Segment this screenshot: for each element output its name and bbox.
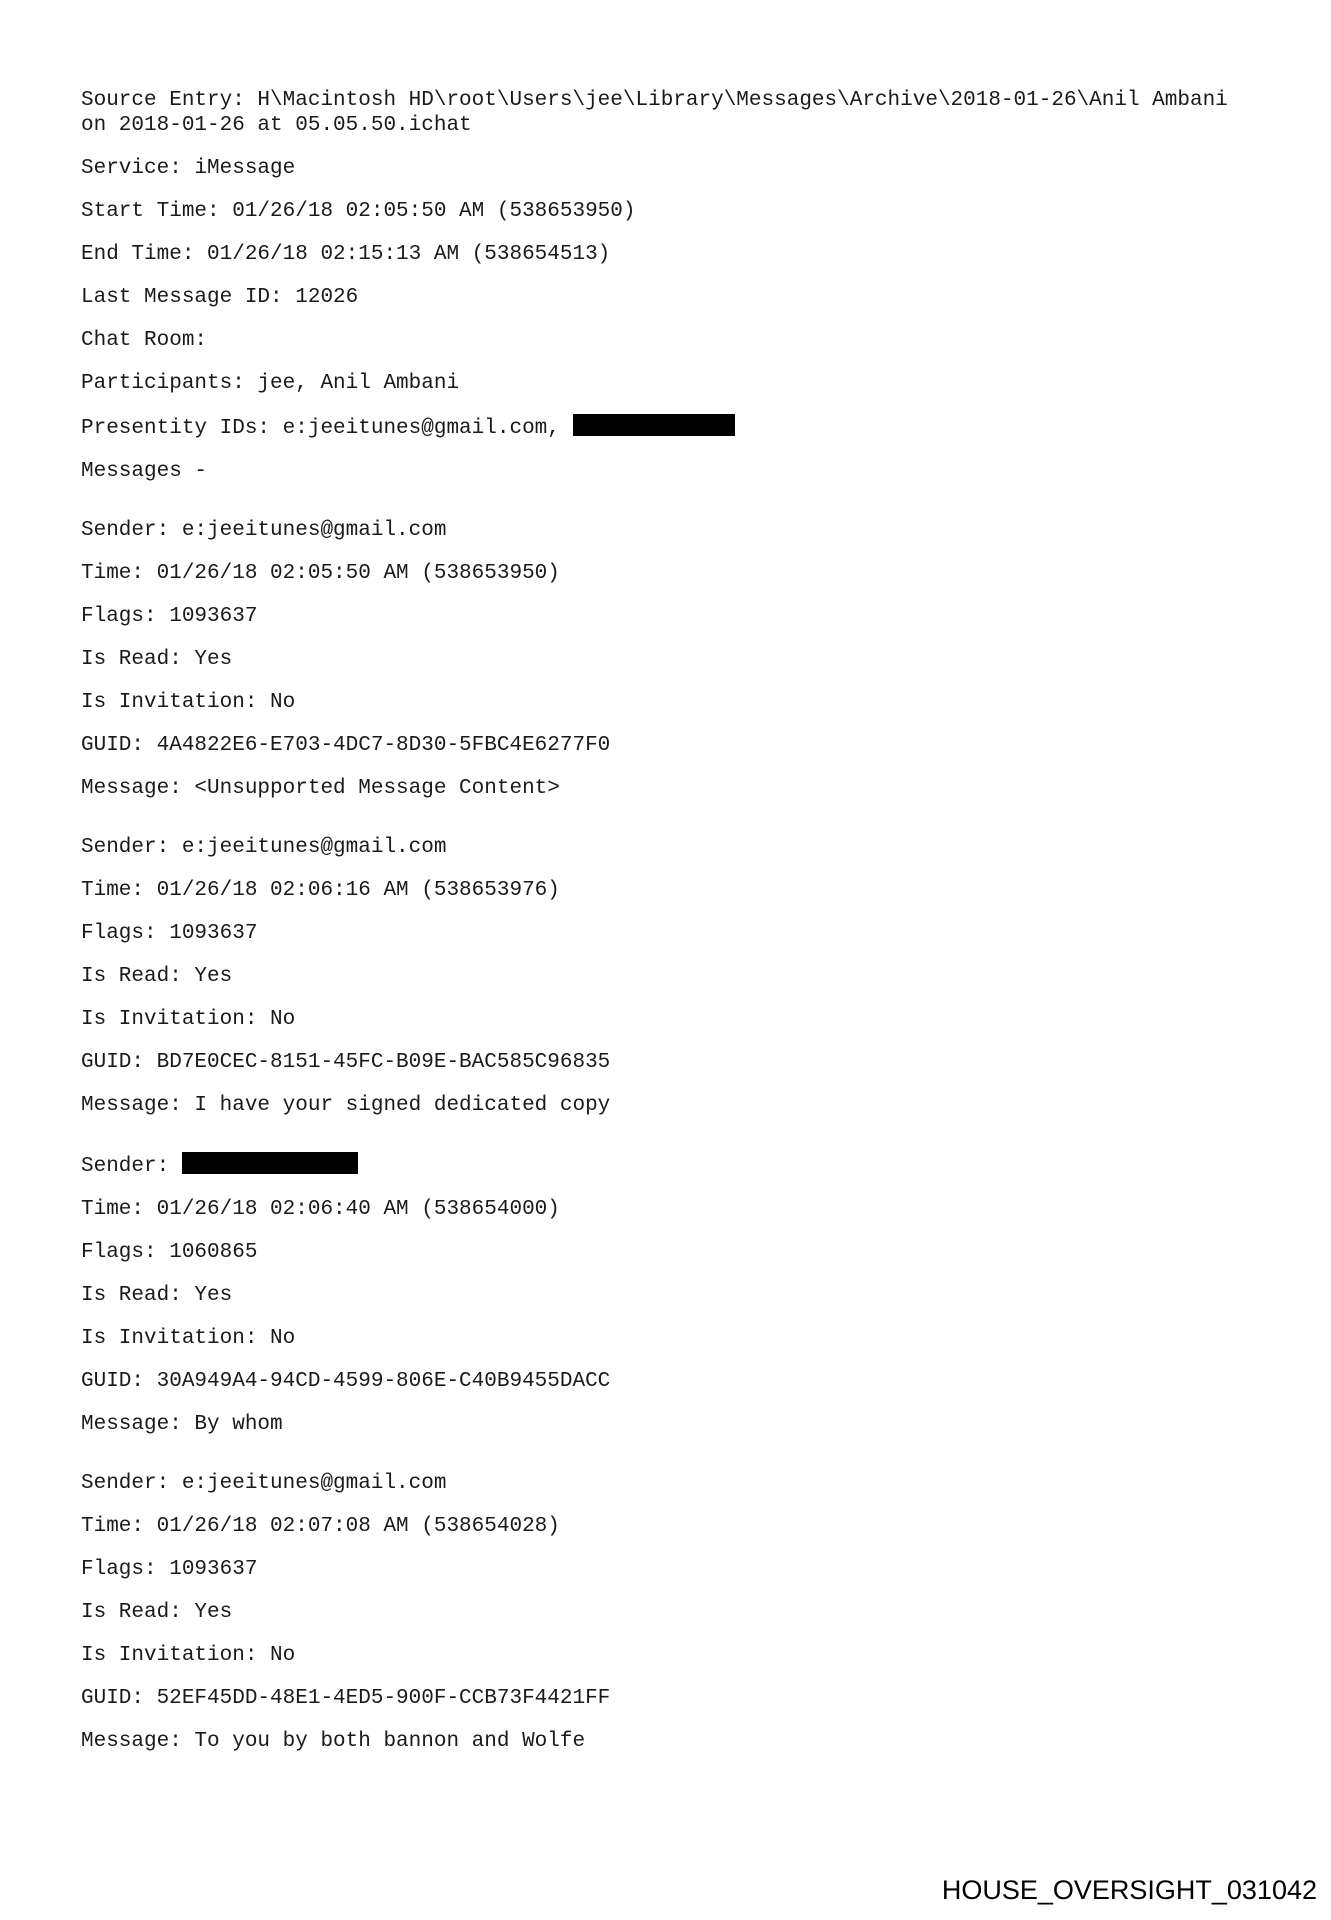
document-page <box>81 88 1281 1772</box>
message-guid: GUID: 30A949A4-94CD-4599-806E-C40B9455DACC <box>81 1370 611 1393</box>
source-entry: Source Entry: H\Macintosh HD\root\Users\jee\Library\Messages\Archive\2018-01-26\Anil Ambani on 2018-01-26 at 05.05.50.ichat <box>81 89 1241 137</box>
chat-room-line: Chat Room: <box>81 329 208 352</box>
start-time-line: Start Time: 01/26/18 02:05:50 AM (538653950) <box>81 200 636 223</box>
last-message-id-line: Last Message ID: 12026 <box>81 286 359 309</box>
message-record <box>81 518 1281 801</box>
message-is-read: Is Read: Yes <box>81 1601 233 1624</box>
message-record <box>81 1152 1281 1437</box>
message-time: Time: 01/26/18 02:07:08 AM (538654028) <box>81 1515 560 1538</box>
message-text: Message: <Unsupported Message Content> <box>81 777 560 800</box>
presentity-ids-line <box>81 414 1281 441</box>
message-is-invitation: Is Invitation: No <box>81 1327 296 1350</box>
message-flags: Flags: 1093637 <box>81 922 258 945</box>
message-guid: GUID: 4A4822E6-E703-4DC7-8D30-5FBC4E6277F0 <box>81 734 611 757</box>
message-is-read: Is Read: Yes <box>81 648 233 671</box>
message-time: Time: 01/26/18 02:05:50 AM (538653950) <box>81 562 560 585</box>
message-flags: Flags: 1093637 <box>81 605 258 628</box>
message-sender-label: Sender: <box>81 1155 170 1178</box>
message-guid: GUID: 52EF45DD-48E1-4ED5-900F-CCB73F4421FF <box>81 1687 611 1710</box>
end-time-line: End Time: 01/26/18 02:15:13 AM (538654513) <box>81 243 611 266</box>
message-sender: Sender: e:jeeitunes@gmail.com <box>81 519 447 542</box>
message-guid: GUID: BD7E0CEC-8151-45FC-B09E-BAC585C96835 <box>81 1051 611 1074</box>
message-is-invitation: Is Invitation: No <box>81 1644 296 1667</box>
bates-number: HOUSE_OVERSIGHT_031042 <box>941 1875 1317 1905</box>
message-sender: Sender: e:jeeitunes@gmail.com <box>81 1472 447 1495</box>
messages-label: Messages - <box>81 460 208 483</box>
message-is-read: Is Read: Yes <box>81 1284 233 1307</box>
message-time: Time: 01/26/18 02:06:16 AM (538653976) <box>81 879 560 902</box>
message-text: Message: By whom <box>81 1413 283 1436</box>
message-flags: Flags: 1093637 <box>81 1558 258 1581</box>
message-flags: Flags: 1060865 <box>81 1241 258 1264</box>
participants-line: Participants: jee, Anil Ambani <box>81 372 460 395</box>
redaction-bar <box>182 1152 358 1174</box>
message-time: Time: 01/26/18 02:06:40 AM (538654000) <box>81 1198 560 1221</box>
service-line: Service: iMessage <box>81 157 296 180</box>
presentity-ids-text: Presentity IDs: e:jeeitunes@gmail.com, <box>81 417 560 440</box>
message-record <box>81 1471 1281 1754</box>
message-sender: Sender: e:jeeitunes@gmail.com <box>81 836 447 859</box>
message-text: Message: I have your signed dedicated copy <box>81 1094 611 1117</box>
message-sender <box>81 1152 1281 1179</box>
redaction-bar <box>573 414 735 436</box>
message-is-invitation: Is Invitation: No <box>81 691 296 714</box>
message-text: Message: To you by both bannon and Wolfe <box>81 1730 586 1753</box>
message-is-read: Is Read: Yes <box>81 965 233 988</box>
message-record <box>81 835 1281 1118</box>
message-is-invitation: Is Invitation: No <box>81 1008 296 1031</box>
